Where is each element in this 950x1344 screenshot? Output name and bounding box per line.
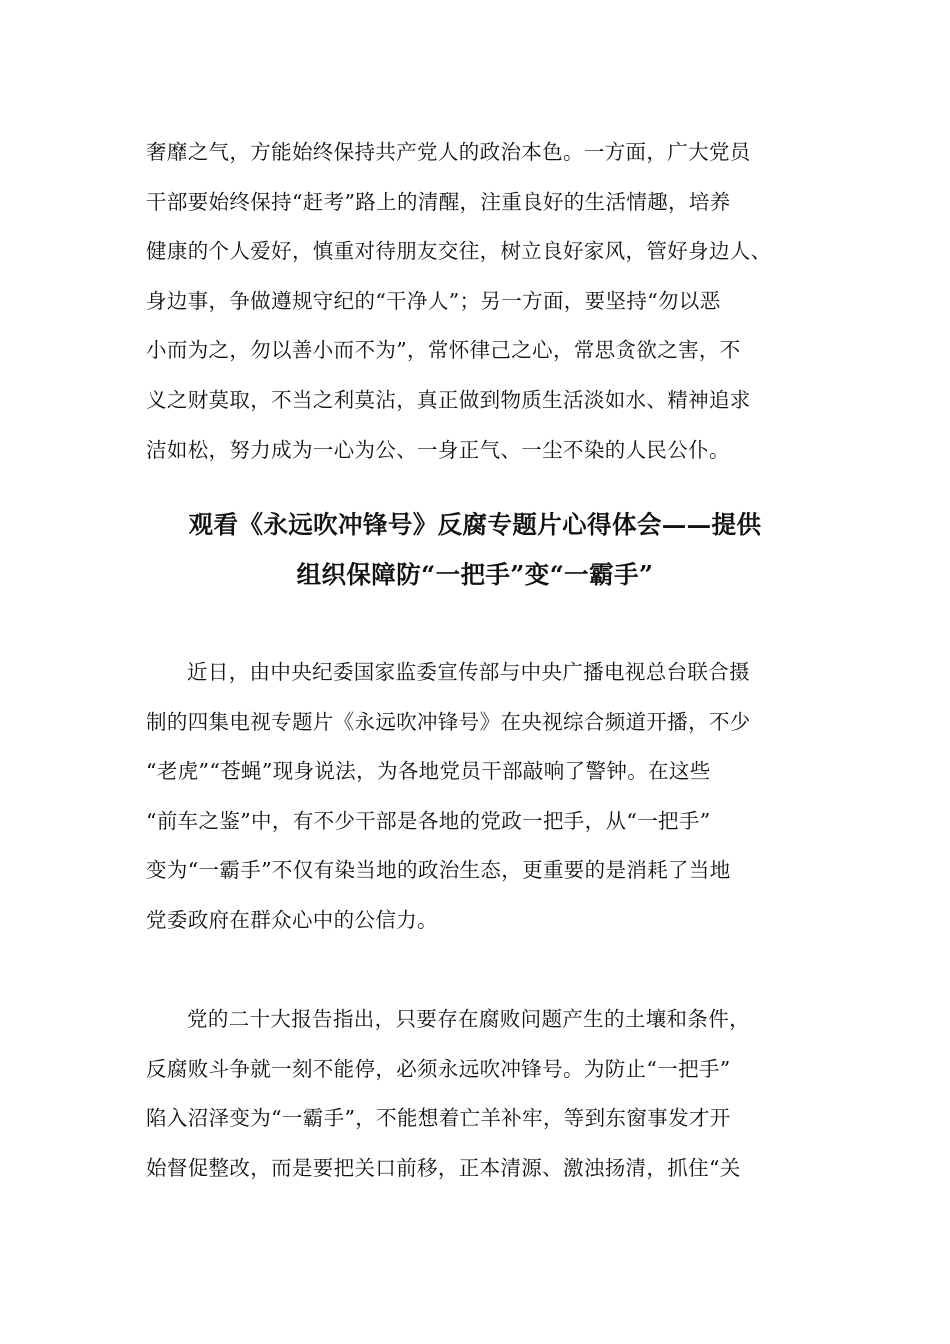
section-title	[100, 500, 850, 600]
text-line: 身边事，争做遵规守纪的“干净人”；另一方面，要坚持“勿以恶	[146, 288, 721, 313]
text-line: 干部要始终保持“赶考”路上的清醒，注重良好的生活情趣，培养	[146, 189, 731, 214]
text-line: 义之财莫取，不当之利莫沾，真正做到物质生活淡如水、精神追求	[146, 387, 751, 412]
text-line: 变为“一霸手”不仅有染当地的政治生态，更重要的是消耗了当地	[146, 858, 731, 883]
text-line: 健康的个人爱好，慎重对待朋友交往，树立良好家风，管好身边人、	[146, 239, 772, 264]
title-line: 观看《永远吹冲锋号》反腐专题片心得体会——提供	[188, 510, 762, 539]
text-line: 小而为之，勿以善小而不为”，常怀律己之心，常思贪欲之害，不	[146, 338, 741, 363]
text-line: “老虎”“苍蝇”现身说法，为各地党员干部敲响了警钟。在这些	[146, 759, 711, 784]
paragraph-top	[146, 128, 810, 475]
text-line: 始督促整改，而是要把关口前移，正本清源、激浊扬清，抓住“关	[146, 1155, 741, 1180]
text-line: 党的二十大报告指出，只要存在腐败问题产生的土壤和条件，	[187, 1007, 750, 1031]
text-line: 党委政府在群众心中的公信力。	[146, 907, 438, 932]
text-line: 洁如松，努力成为一心为公、一身正气、一尘不染的人民公仆。	[146, 437, 730, 462]
paragraph-1	[146, 648, 810, 946]
text-line: 奢靡之气，方能始终保持共产党人的政治本色。一方面，广大党员	[146, 140, 751, 164]
title-line: 组织保障防“一把手”变“一霸手”	[296, 560, 654, 589]
text-line: 近日，由中央纪委国家监委宣传部与中央广播电视总台联合摄	[187, 660, 750, 684]
text-line: 制的四集电视专题片《永远吹冲锋号》在央视综合频道开播，不少	[146, 709, 751, 734]
paragraph-2	[146, 995, 810, 1193]
text-line: 反腐败斗争就一刻不能停，必须永远吹冲锋号。为防止“一把手”	[146, 1056, 731, 1081]
text-line: 陷入沼泽变为“一霸手”，不能想着亡羊补牢，等到东窗事发才开	[146, 1106, 731, 1131]
text-line: “前车之鉴”中，有不少干部是各地的党政一把手，从“一把手”	[146, 808, 711, 833]
